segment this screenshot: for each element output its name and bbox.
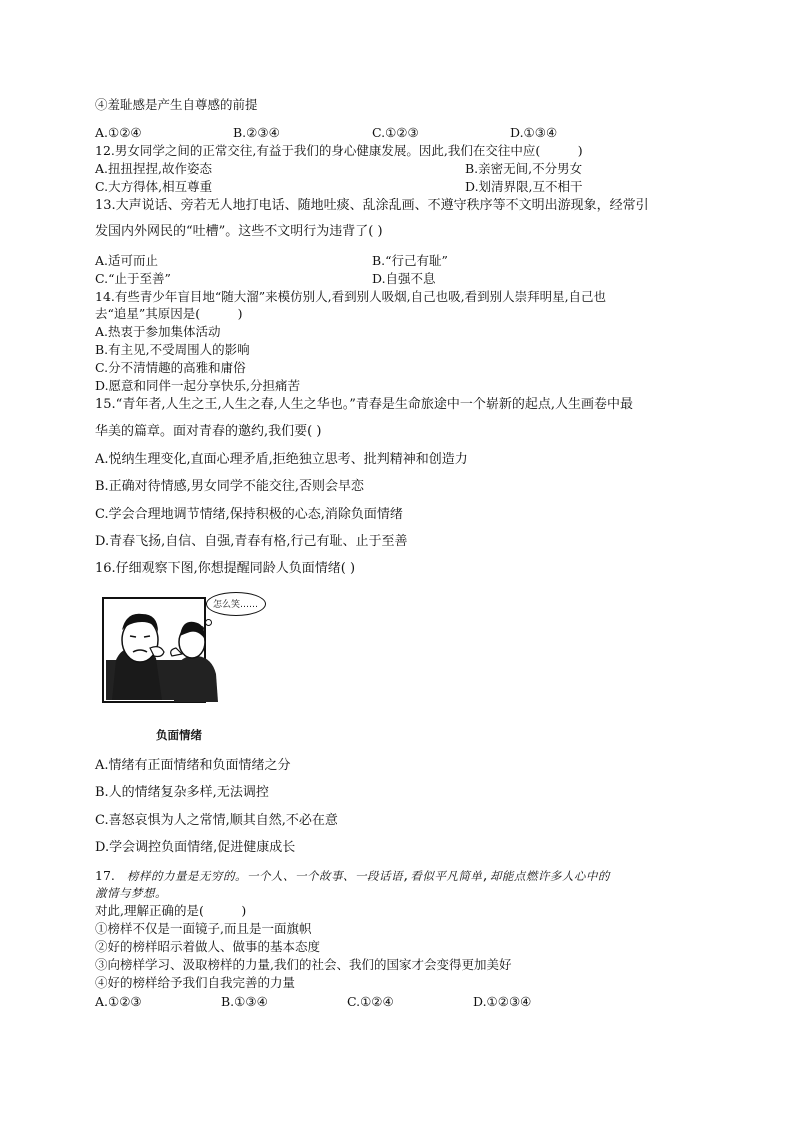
- q15-option-c[interactable]: C.学会合理地调节情绪,保持积极的心态,消除负面情绪: [95, 507, 403, 522]
- q17-stem-line-1: 榜样的力量是无穷的。一个人、一个故事、一段话语,看似平凡简单,却能点燃许多人心中的: [127, 869, 610, 883]
- q15-stem-line-1: 15.“青年者,人生之王,人生之春,人生之华也。”青春是生命旅途中一个崭新的起点,人生画卷中最: [95, 397, 633, 412]
- q17-option-d[interactable]: D.①②③④: [473, 994, 532, 1009]
- q13-stem-line-1: 13.大声说话、旁若无人地打电话、随地吐痰、乱涂乱画、不遵守秩序等不文明出游现象，经常引: [95, 198, 649, 213]
- q11-option-b[interactable]: B.②③④: [233, 125, 280, 140]
- q17-option-a[interactable]: A.①②③: [95, 994, 142, 1009]
- q15-option-d[interactable]: D.青春飞扬,自信、自强,青春有格,行己有耻、止于至善: [95, 534, 408, 549]
- q13-option-c[interactable]: C.“止于至善”: [95, 271, 171, 286]
- q14-stem-line-1: 14.有些青少年盲目地“随大溜”来模仿别人,看到别人吸烟,自己也吸,看到别人崇拜明星,自己也: [95, 289, 607, 304]
- q14-option-d[interactable]: D.愿意和同伴一起分享快乐,分担痛苦: [95, 378, 301, 393]
- q13-option-d[interactable]: D.自强不息: [372, 271, 436, 286]
- q17-option-c[interactable]: C.①②④: [347, 994, 394, 1009]
- q15-stem-line-2: 华美的篇章。面对青春的邀约,我们要( ): [95, 424, 322, 439]
- q17-stem-line-3: 对此,理解正确的是( ): [95, 903, 247, 918]
- q11-option-c[interactable]: C.①②③: [372, 125, 419, 140]
- speech-bubble-tail-dot: [205, 619, 212, 626]
- q16-option-b[interactable]: B.人的情绪复杂多样,无法调控: [95, 785, 269, 800]
- q11-item-4: ④羞耻感是产生自尊感的前提: [95, 97, 258, 112]
- q12-option-a[interactable]: A.扭扭捏捏,故作姿态: [95, 161, 212, 176]
- q17-item-2: ②好的榜样昭示着做人、做事的基本态度: [95, 939, 321, 954]
- q12-option-b[interactable]: B.亲密无间,不分男女: [465, 161, 583, 176]
- speech-bubble-tail-dot: [199, 626, 204, 631]
- q16-option-d[interactable]: D.学会调控负面情绪,促进健康成长: [95, 840, 296, 855]
- figure-caption: 负面情绪: [156, 728, 202, 742]
- q15-option-b[interactable]: B.正确对待情感,男女同学不能交往,否则会早恋: [95, 479, 364, 494]
- q17-number: 17.: [95, 868, 115, 883]
- q11-option-d[interactable]: D.①③④: [510, 125, 558, 140]
- q16-option-c[interactable]: C.喜怒哀惧为人之常情,顺其自然,不必在意: [95, 813, 338, 828]
- q14-option-c[interactable]: C.分不清情趣的高雅和庸俗: [95, 360, 246, 375]
- speech-bubble-text: 怎么笑……: [213, 600, 259, 610]
- q16-stem: 16.仔细观察下图,你想提醒同龄人负面情绪( ): [95, 561, 356, 576]
- q14-option-a[interactable]: A.热衷于参加集体活动: [95, 324, 221, 339]
- q17-item-1: ①榜样不仅是一面镜子,而且是一面旗帜: [95, 921, 312, 936]
- q16-option-a[interactable]: A.情绪有正面情绪和负面情绪之分: [95, 758, 291, 773]
- q13-option-a[interactable]: A.适可而止: [95, 253, 159, 268]
- speech-bubble: [206, 592, 266, 616]
- q12-option-d[interactable]: D.划清界限,互不相干: [465, 179, 583, 194]
- q17-option-b[interactable]: B.①③④: [221, 994, 268, 1009]
- q12-option-c[interactable]: C.大方得体,相互尊重: [95, 179, 213, 194]
- q11-option-a[interactable]: A.①②④: [95, 125, 142, 140]
- q15-option-a[interactable]: A.悦纳生理变化,直面心理矛盾,拒绝独立思考、批判精神和创造力: [95, 452, 468, 467]
- q17-item-3: ③向榜样学习、汲取榜样的力量,我们的社会、我们的国家才会变得更加美好: [95, 957, 512, 972]
- q14-option-b[interactable]: B.有主见,不受周围人的影响: [95, 342, 250, 357]
- q13-option-b[interactable]: B.“行己有耻”: [372, 253, 448, 268]
- q12-stem: 12.男女同学之间的正常交往,有益于我们的身心健康发展。因此,我们在交往中应( ): [95, 143, 583, 158]
- q17-stem-line-2: 激情与梦想。: [95, 886, 167, 900]
- q13-stem-line-2: 发国内外网民的“吐槽”。这些不文明行为违背了( ): [95, 224, 383, 239]
- q17-item-4: ④好的榜样给予我们自我完善的力量: [95, 975, 296, 990]
- q14-stem-line-2: 去“追星”其原因是( ): [95, 306, 243, 321]
